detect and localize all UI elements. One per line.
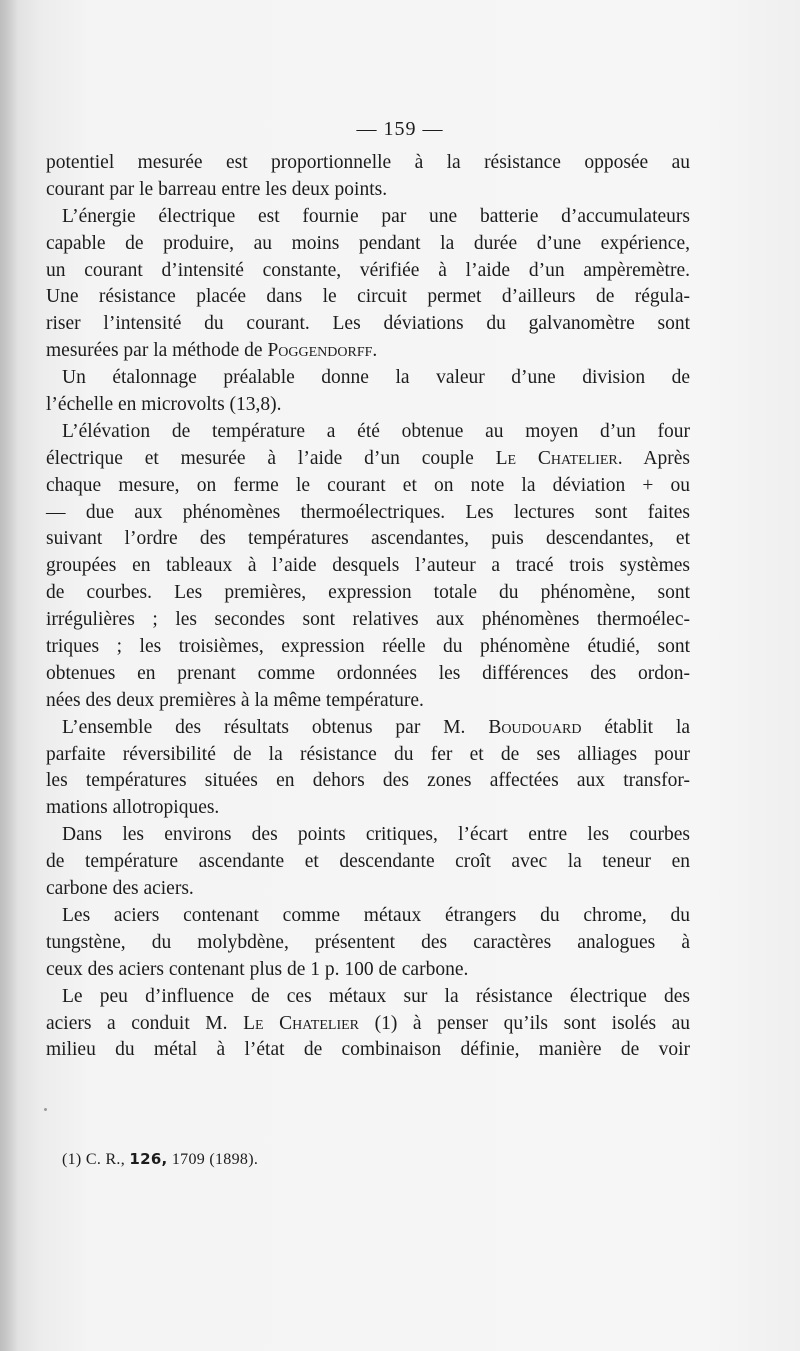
footnote-page-year: 1709 (1898). <box>171 1151 259 1168</box>
author-name-poggendorff: Poggendorff. <box>267 340 378 362</box>
text-line: mations allotropiques. <box>46 797 220 819</box>
text-fragment: électrique et mesurée à l’aide d’un couple <box>46 447 474 469</box>
text-line: parfaite réversibilité de la résistance du fer et de ses alliages pour <box>46 743 690 765</box>
text-line: les températures situées en dehors des zones affectées aux transfor- <box>46 770 690 792</box>
text-line: riser l’intensité du courant. Les déviations du galvanomètre sont <box>46 313 690 335</box>
text-line: L’élévation de température a été obtenue au moyen d’un four <box>62 420 690 442</box>
author-name-boudouard: Boudouard <box>488 716 582 738</box>
text-line: capable de produire, au moins pendant la durée d’une expérience, <box>46 232 690 254</box>
author-name-le-chatelier: Le Chatelier <box>243 1012 360 1034</box>
binding-shadow <box>0 0 18 1351</box>
text-line: L’énergie électrique est fournie par une batterie d’accumulateurs <box>62 205 690 227</box>
text-fragment: à penser qu’ils sont isolés au <box>412 1012 691 1034</box>
text-line: nées des deux premières à la même température. <box>46 689 424 711</box>
text-fragment: aciers a conduit M. <box>46 1012 228 1034</box>
text-line: — due aux phénomènes thermoélectriques. Les lectures sont faites <box>46 501 690 523</box>
text-line: Un étalonnage préalable donne la valeur d’une division de <box>62 367 690 389</box>
text-line: de courbes. Les premières, expression totale du phénomène, sont <box>46 582 690 604</box>
text-fragment: établit la <box>604 716 691 738</box>
footnote-reference: (1) <box>374 1012 398 1034</box>
text-line: obtenues en prenant comme ordonnées les différences des ordon- <box>46 662 690 684</box>
page-number: — 159 — <box>356 118 444 140</box>
paper-speck <box>44 1108 47 1111</box>
text-line: potentiel mesurée est proportionnelle à la résistance opposée au <box>46 152 690 173</box>
text-line: Dans les environs des points critiques, l’écart entre les courbes <box>62 824 690 846</box>
text-line: de température ascendante et descendante croît avec la teneur en <box>46 851 690 873</box>
text-line <box>46 446 690 473</box>
text-line: courant par le barreau entre les deux points. <box>46 178 388 200</box>
text-line <box>46 338 690 365</box>
text-line: tungstène, du molybdène, présentent des caractères analogues à <box>46 931 690 953</box>
text-line: groupées en tableaux à l’aide desquels l’auteur a tracé trois systèmes <box>46 555 690 577</box>
footnote <box>62 1150 258 1169</box>
text-line: carbone des aciers. <box>46 878 194 900</box>
text-line <box>46 1011 690 1038</box>
text-fragment: mesurées par la méthode de <box>46 340 263 362</box>
text-line: milieu du métal à l’état de combinaison définie, manière de voir <box>46 1039 690 1061</box>
text-line: Les aciers contenant comme métaux étrangers du chrome, du <box>62 904 690 926</box>
text-line: chaque mesure, on ferme le courant et on note la déviation + ou <box>46 474 690 496</box>
text-line: triques ; les troisièmes, expression réelle du phénomène étudié, sont <box>46 636 690 658</box>
text-fragment: Après <box>643 447 690 469</box>
footnote-mark: (1) <box>62 1151 82 1168</box>
author-name-le-chatelier: Le Chatelier. <box>495 447 623 469</box>
text-line: suivant l’ordre des températures ascendantes, puis descendantes, et <box>46 528 690 550</box>
footnote-volume: 126, <box>129 1150 168 1168</box>
text-line: l’échelle en microvolts (13,8). <box>46 394 282 416</box>
text-line: un courant d’intensité constante, vérifiée à l’aide d’un ampèremètre. <box>46 259 690 281</box>
text-line: ceux des aciers contenant plus de 1 p. 100 de carbone. <box>46 958 469 980</box>
body-text <box>46 150 690 1064</box>
footnote-source: C. R., <box>85 1151 126 1168</box>
text-line: irrégulières ; les secondes sont relatives aux phénomènes thermoélec- <box>46 609 690 631</box>
text-line: Une résistance placée dans le circuit permet d’ailleurs de régula- <box>46 286 690 308</box>
text-fragment: L’ensemble des résultats obtenus par M. <box>62 716 466 738</box>
text-line: Le peu d’influence de ces métaux sur la résistance électrique des <box>62 985 690 1007</box>
text-line <box>46 715 690 742</box>
